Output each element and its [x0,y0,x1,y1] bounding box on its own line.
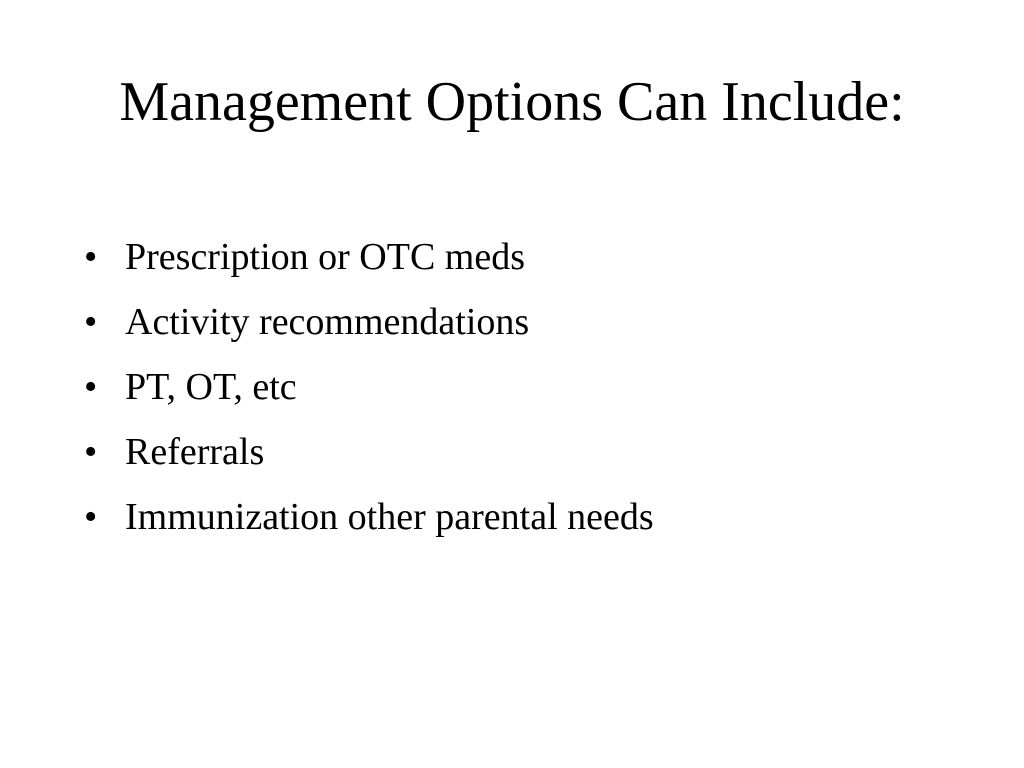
bullet-icon: • [84,496,98,538]
bullet-icon: • [84,236,98,278]
bullet-icon: • [84,431,98,473]
bullet-text: Immunization other parental needs [125,496,654,538]
list-item [84,228,964,286]
bullet-text: PT, OT, etc [125,366,297,408]
slide-title: Management Options Can Include: [119,71,905,133]
list-item [84,358,964,416]
list-item [84,488,964,546]
bullet-icon: • [84,301,98,343]
bullet-text: Referrals [125,431,265,473]
bullet-icon: • [84,366,98,408]
bullet-text: Prescription or OTC meds [125,236,526,278]
bullet-text: Activity recommendations [125,301,530,343]
list-item [84,293,964,351]
bullet-list [84,228,964,553]
list-item [84,423,964,481]
